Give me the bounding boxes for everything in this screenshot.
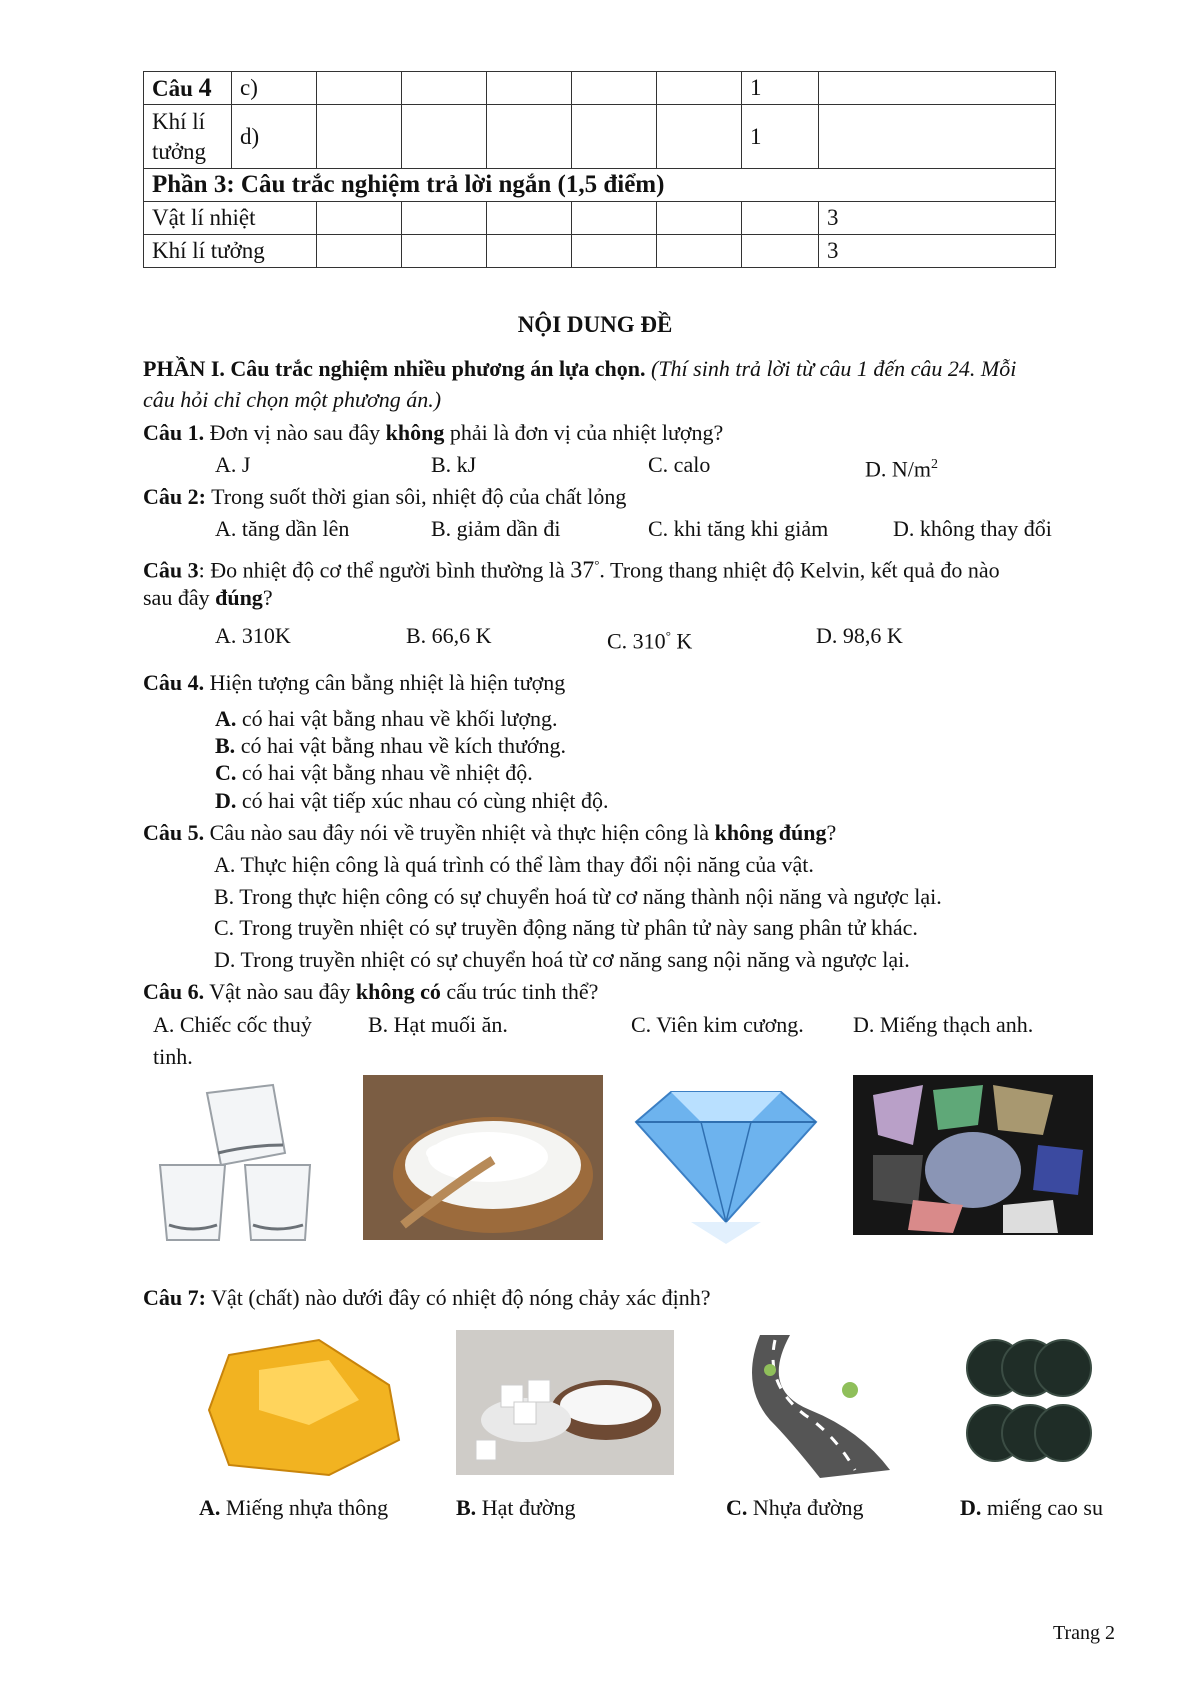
part3-title: Phần 3: Câu trắc nghiệm trả lời ngắn (1,5 điểm) [144, 169, 1056, 202]
rubber-pads-image [960, 1338, 1098, 1468]
q7-option-b: B. Hạt đường [456, 1495, 576, 1520]
table-row [144, 169, 1056, 202]
q3-option-d: D. 98,6 K [816, 623, 903, 648]
row-value: 1 [742, 105, 819, 169]
row-sub: c) [232, 72, 317, 105]
table-row [144, 235, 1056, 268]
question-6: Câu 6. Vật nào sau đây không có cấu trúc tinh thể? [143, 979, 599, 1004]
road-image [750, 1330, 895, 1480]
q1-option-b: B. kJ [431, 452, 477, 477]
question-3: Câu 3: Đo nhiệt độ cơ thể người bình thường là 37°. Trong thang nhiệt độ Kelvin, kết quả đo nào [143, 557, 1000, 584]
matrix-table [143, 71, 1056, 268]
row-value: 1 [742, 72, 819, 105]
row-label: Vật lí nhiệt [144, 202, 317, 235]
q2-option-a: A. tăng dần lên [215, 516, 350, 541]
part1-note: câu hỏi chỉ chọn một phương án.) [143, 387, 442, 412]
row-value: 3 [819, 202, 1056, 235]
q6-option-a: A. Chiếc cốc thuỷ [153, 1012, 312, 1037]
row-label: Câu 4 [144, 72, 232, 105]
row-label: Khí lí tưởng [144, 105, 232, 169]
q6-option-d: D. Miếng thạch anh. [853, 1012, 1034, 1037]
sugar-image [456, 1330, 674, 1475]
quartz-stones-image [853, 1075, 1093, 1235]
q1-option-a: A. J [215, 452, 251, 477]
q3-option-c: C. 310° K [607, 628, 693, 654]
table-row [144, 202, 1056, 235]
table-row [144, 105, 1056, 169]
q4-option-c: C. có hai vật bằng nhau về nhiệt độ. [215, 760, 533, 785]
q7-option-d: D. miếng cao su [960, 1495, 1103, 1520]
q2-option-c: C. khi tăng khi giảm [648, 516, 829, 541]
question-3-line2: sau đây đúng? [143, 585, 273, 610]
q6-option-a-cont: tinh. [153, 1044, 193, 1069]
question-2: Câu 2: Trong suốt thời gian sôi, nhiệt độ của chất lỏng [143, 484, 627, 509]
q5-option-a: A. Thực hiện công là quá trình có thể làm thay đổi nội năng của vật. [214, 852, 814, 877]
question-1: Câu 1. Đơn vị nào sau đây không phải là đơn vị của nhiệt lượng? [143, 420, 724, 445]
q5-option-c: C. Trong truyền nhiệt có sự truyền động năng từ phân tử này sang phân tử khác. [214, 915, 918, 940]
page-number: Trang 2 [1052, 1622, 1115, 1644]
table-row [144, 72, 1056, 105]
q4-option-a: A. có hai vật bằng nhau về khối lượng. [215, 706, 558, 731]
question-7: Câu 7: Vật (chất) nào dưới đây có nhiệt độ nóng chảy xác định? [143, 1285, 711, 1310]
q7-option-c: C. Nhựa đường [726, 1495, 864, 1520]
q5-option-b: B. Trong thực hiện công có sự chuyển hoá từ cơ năng thành nội năng và ngược lại. [214, 884, 942, 909]
question-5: Câu 5. Câu nào sau đây nói về truyền nhiệt và thực hiện công là không đúng? [143, 820, 837, 845]
q2-option-b: B. giảm dần đi [431, 516, 561, 541]
row-sub: d) [232, 105, 317, 169]
q2-option-d: D. không thay đổi [893, 516, 1052, 541]
q5-option-d: D. Trong truyền nhiệt có sự chuyển hoá từ cơ năng sang nội năng và ngược lại. [214, 947, 910, 972]
q7-option-a: A. Miếng nhựa thông [199, 1495, 389, 1520]
part1-header: PHẦN I. Câu trắc nghiệm nhiều phương án lựa chọn. (Thí sinh trả lời từ câu 1 đến câu 24. Mỗi [143, 356, 1017, 381]
q4-option-b: B. có hai vật bằng nhau về kích thướng. [215, 733, 567, 758]
salt-bowl-image [363, 1075, 603, 1240]
question-4: Câu 4. Hiện tượng cân bằng nhiệt là hiện tượng [143, 670, 566, 695]
q3-option-a: A. 310K [215, 623, 291, 648]
q1-option-c: C. calo [648, 452, 711, 477]
row-value: 3 [819, 235, 1056, 268]
row-label: Khí lí tưởng [144, 235, 317, 268]
diamond-image [631, 1072, 821, 1244]
q6-option-b: B. Hạt muối ăn. [368, 1012, 508, 1037]
rosin-image [199, 1330, 409, 1480]
q1-option-d: D. $N/m^2$ [865, 456, 938, 482]
glass-cups-image [155, 1075, 325, 1245]
q4-option-d: D. có hai vật tiếp xúc nhau có cùng nhiệt độ. [215, 788, 609, 813]
q3-option-b: B. 66,6 K [406, 623, 492, 648]
page-title: NỘI DUNG ĐỀ [517, 312, 673, 337]
q6-option-c: C. Viên kim cương. [631, 1012, 804, 1037]
